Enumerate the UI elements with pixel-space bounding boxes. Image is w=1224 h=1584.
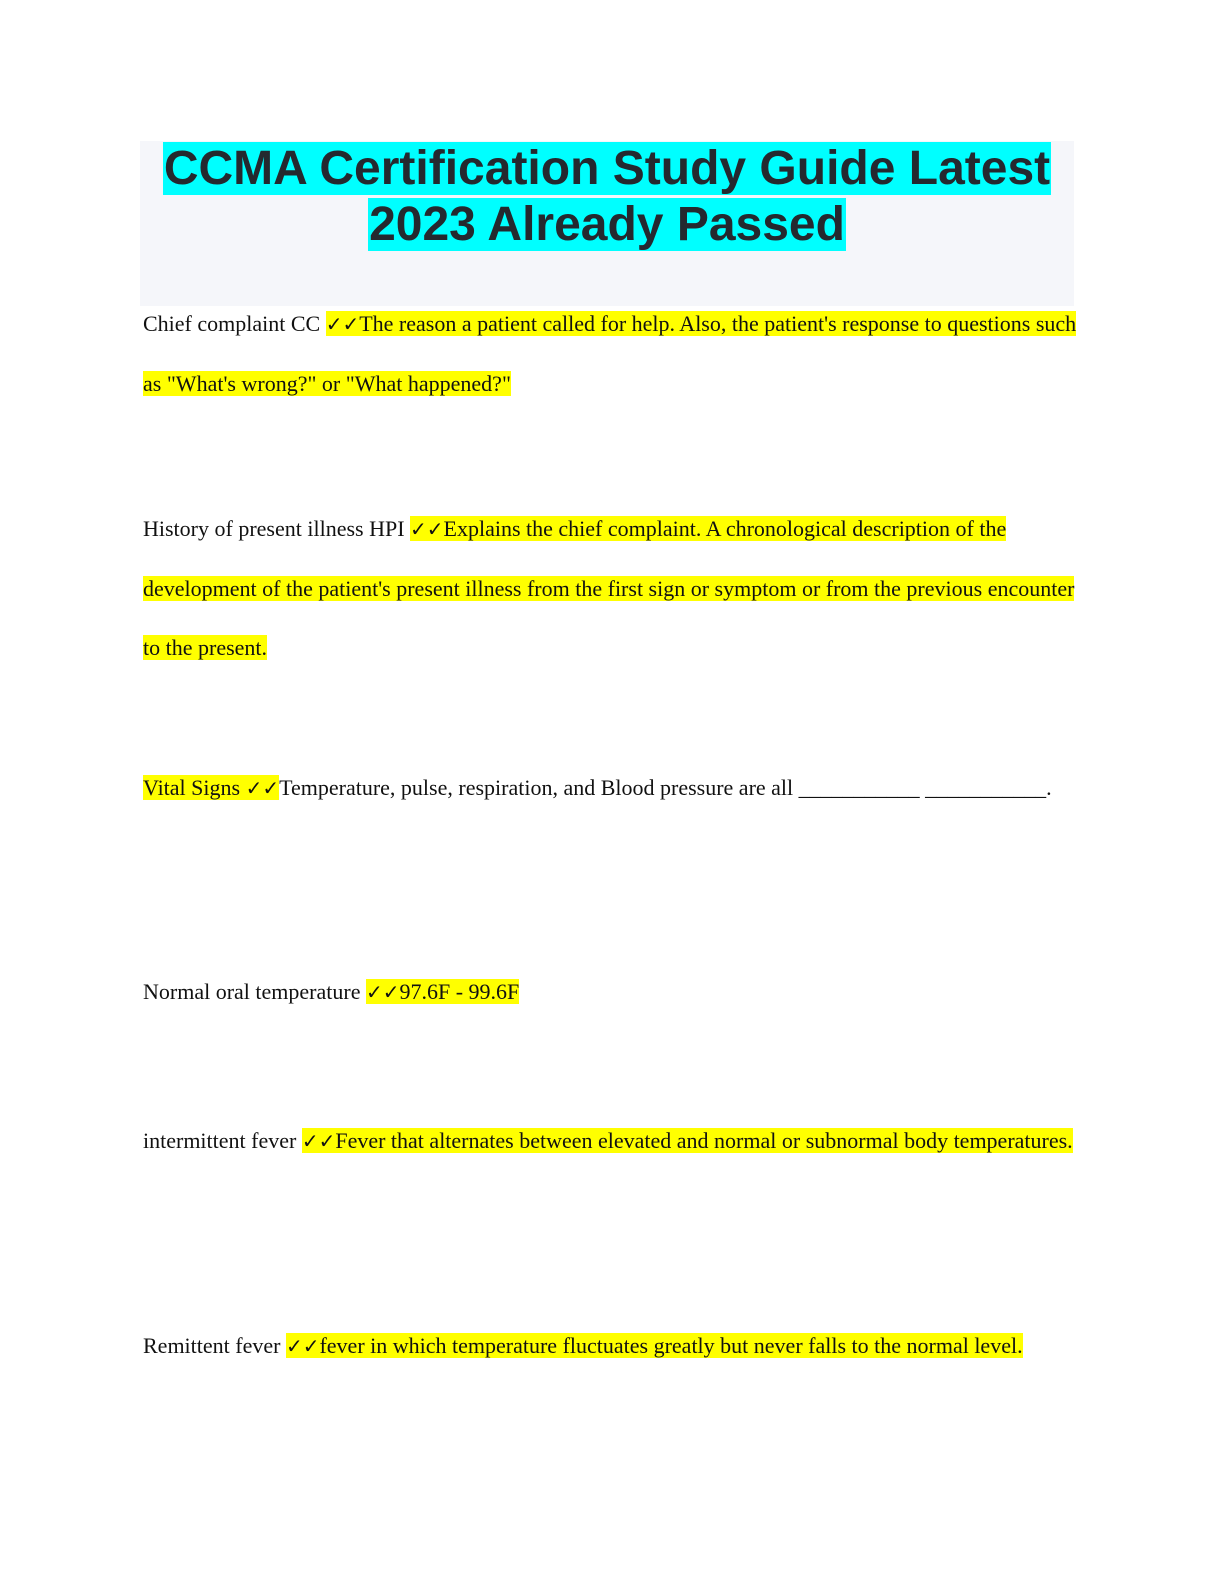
- entry-chief-complaint: [143, 294, 1083, 413]
- entry-definition: 97.6F - 99.6F: [399, 979, 520, 1004]
- entry-term-highlight: [143, 775, 279, 800]
- entry-term: Chief complaint CC: [143, 311, 326, 336]
- check-mark-icon: ✓✓: [301, 1129, 336, 1153]
- entry-definition: Explains the chief complaint. A chronological description of the development of the patient's present illness from the first sign or symptom or from the previous encounter to the present.: [143, 516, 1075, 660]
- entry-term: Vital Signs: [143, 775, 246, 800]
- entry-definition: The reason a patient called for help. Also, the patient's response to questions such as "What's wrong?" or "What happened?": [143, 311, 1077, 396]
- check-mark-icon: ✓✓: [285, 1334, 320, 1358]
- entry-term: History of present illness HPI: [143, 516, 411, 541]
- check-mark-icon: ✓✓: [325, 312, 360, 336]
- entry-intermittent-fever: [143, 1111, 1083, 1171]
- entry-answer: [302, 1128, 1073, 1153]
- entry-answer: [286, 1333, 1023, 1358]
- entry-remittent-fever: [143, 1316, 1083, 1376]
- entry-definition: fever in which temperature fluctuates greatly but never falls to the normal level.: [319, 1333, 1023, 1358]
- page-title: [140, 141, 1074, 253]
- title-line-2: 2023 Already Passed: [369, 198, 845, 251]
- title-line-1: CCMA Certification Study Guide Latest: [163, 142, 1051, 195]
- check-mark-icon: ✓✓: [245, 776, 280, 800]
- entry-term: Normal oral temperature: [143, 979, 366, 1004]
- entry-term: intermittent fever: [143, 1128, 302, 1153]
- entry-hpi: [143, 499, 1083, 677]
- entry-definition: Temperature, pulse, respiration, and Blood pressure are all ___________ ___________.: [279, 775, 1052, 800]
- check-mark-icon: ✓✓: [410, 517, 444, 541]
- entry-vital-signs: [143, 758, 1083, 818]
- entry-oral-temperature: [143, 962, 1083, 1022]
- entry-definition: Fever that alternates between elevated and normal or subnormal body temperatures.: [335, 1128, 1073, 1153]
- check-mark-icon: ✓✓: [365, 980, 400, 1004]
- entry-term: Remittent fever: [143, 1333, 286, 1358]
- entry-answer: [366, 979, 519, 1004]
